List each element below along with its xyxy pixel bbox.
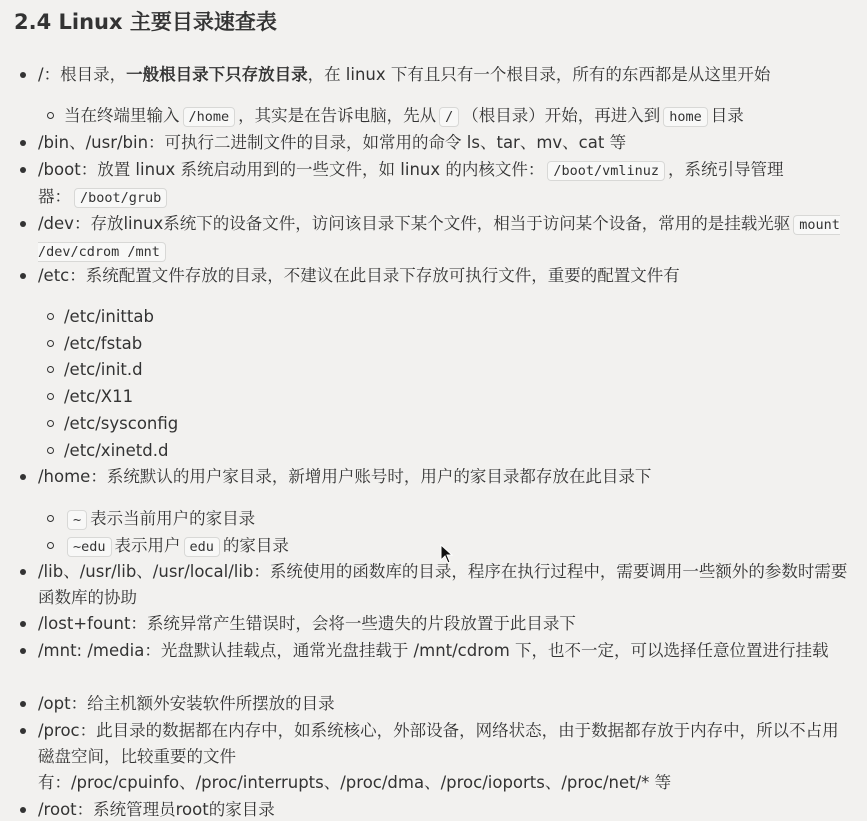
root-path: /: [38, 65, 44, 84]
list-item-root-home: /root：系统管理员root的家目录: [38, 797, 853, 821]
inline-code-vmlinuz: /boot/vmlinuz: [547, 161, 665, 181]
proc-text-2: 有：/proc/cpuinfo、/proc/interrupts、/proc/dma、/proc/ioports、/proc/net/* 等: [38, 773, 672, 792]
inline-code-slash: /: [439, 107, 459, 127]
inline-code-tilde-edu: ~edu: [67, 537, 112, 557]
list-item-boot: [38, 157, 853, 211]
inline-code-grub: /boot/grub: [74, 188, 167, 208]
root-sub-text-4: 目录: [710, 106, 744, 125]
inline-code-tilde: ~: [67, 510, 87, 530]
home-sub2-text-2: 的家目录: [222, 536, 289, 555]
page-title: 2.4 Linux 主要目录速查表: [14, 10, 277, 34]
inline-code-mount: mount /dev/cdrom /mnt: [38, 217, 840, 260]
home-sub2-text-1: 表示用户: [114, 536, 181, 555]
sublist-item-home-tilde: [64, 506, 255, 533]
list-item-lib: /lib、/usr/lib、/usr/local/lib：系统使用的函数库的目录，程序在执行过程中，需要调用一些额外的参数时需要函数库的协助: [38, 559, 853, 611]
list-item-etc: /etc：系统配置文件存放的目录，不建议在此目录下存放可执行文件，重要的配置文件有: [38, 263, 853, 289]
sublist-item-etc: /etc/sysconfig: [64, 411, 178, 437]
list-item-proc: [38, 718, 853, 796]
sublist-item-etc: /etc/xinetd.d: [64, 438, 168, 464]
dev-text: /dev：存放linux系统下的设备文件，访问该目录下某个文件，相当于访问某个设备，常用的是挂载光驱: [38, 214, 791, 233]
inline-code-home: home: [663, 107, 708, 127]
sublist-item-etc: /etc/X11: [64, 384, 133, 410]
root-desc-pre: ：根目录，: [43, 65, 127, 84]
mouse-cursor-icon: [440, 544, 454, 564]
root-desc-bold: 一般根目录下只存放目录: [126, 65, 308, 84]
boot-text-2: ，系统引导管理器：: [38, 160, 784, 206]
list-item-lost-found: /lost+fount：系统异常产生错误时，会将一些遗失的片段放置于此目录下: [38, 611, 853, 637]
root-desc-post: ，在 linux 下有且只有一个根目录，所有的东西都是从这里开始: [307, 65, 771, 84]
sublist-item-etc: /etc/init.d: [64, 357, 143, 383]
list-item-mnt: /mnt: /media：光盘默认挂载点，通常光盘挂载于 /mnt/cdrom 下，也不一定，可以选择任意位置进行挂载: [38, 638, 853, 664]
root-sub-text-2: ，其实是在告诉电脑，先从: [238, 106, 437, 125]
list-item-bin: /bin、/usr/bin：可执行二进制文件的目录，如常用的命令 ls、tar、mv、cat 等: [38, 130, 853, 156]
list-item-home: /home：系统默认的用户家目录，新增用户账号时，用户的家目录都存放在此目录下: [38, 464, 853, 490]
sublist-item-etc: /etc/fstab: [64, 331, 142, 357]
home-sub1-text: 表示当前用户的家目录: [90, 509, 256, 528]
sublist-item-root-home: [64, 103, 744, 130]
proc-text-1: /proc：此目录的数据都在内存中，如系统核心，外部设备，网络状态，由于数据都存放于内存中，所以不占用磁盘空间，比较重要的文件: [38, 721, 839, 766]
inline-code-edu: edu: [184, 537, 220, 557]
inline-code-home-path: /home: [183, 107, 236, 127]
root-sub-text-3: （根目录）开始，再进入到: [462, 106, 661, 125]
list-item-dev: [38, 211, 853, 265]
list-item-opt: /opt：给主机额外安装软件所摆放的目录: [38, 691, 853, 717]
list-item-root: [38, 62, 853, 88]
boot-text-1: /boot：放置 linux 系统启动用到的一些文件，如 linux 的内核文件：: [38, 160, 545, 179]
sublist-item-home-edu: [64, 533, 289, 560]
root-sub-text-1: 当在终端里输入: [64, 106, 180, 125]
sublist-item-etc: /etc/inittab: [64, 304, 154, 330]
